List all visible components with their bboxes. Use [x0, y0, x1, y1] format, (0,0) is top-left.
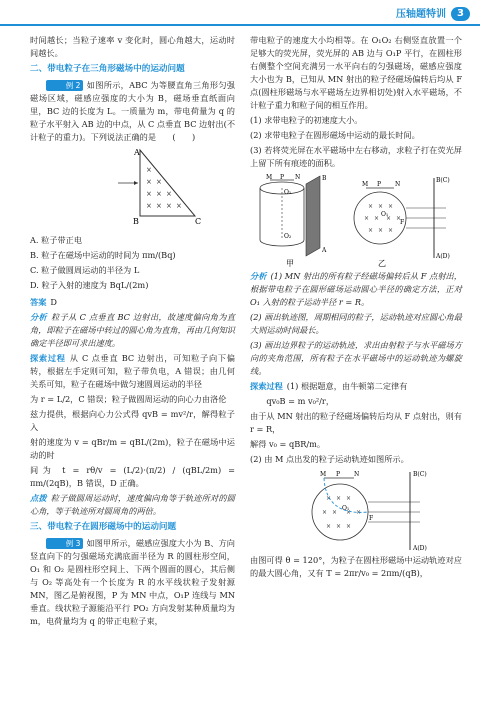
svg-text:×: × [166, 190, 172, 198]
example-3: 例 3 如图甲所示，磁感应强度大小为 B、方向竖直向下的匀强磁场充满底面半径为 R 的圆柱形空间，O₁ 和 O₂ 是圆柱形空间上、下两个圆面的圆心，其后侧与 O₂ 等高处有一个长度为 R 的水平线状粒子发射源 MN，图乙是俯视图，P 为 MN 中点，O₁P 连线与 MN 垂直。线状粒子源能沿平行 PO₂ 方向发射某种质量均为 m，电荷量均为 q 的带正电粒子束， [30, 538, 235, 626]
conclusion-text: 由图可得 θ = 120°，为粒子在圆柱形磁场中运动轨迹对应的最大圆心角，又有 T = 2πr/v₀ = 2πm/(qB)， [250, 555, 462, 578]
analysis-3-label: 分析 [250, 271, 267, 281]
explore-radius: 为 r = L/2，C 错误；粒子做圆周运动的向心力由洛伦 [30, 394, 227, 404]
svg-text:×: × [322, 509, 328, 516]
vertex-a-label: A [134, 148, 140, 157]
figure-jia-yi [250, 172, 462, 270]
svg-text:×: × [156, 190, 162, 198]
caption-jia: 甲 [286, 259, 294, 268]
svg-text:B: B [322, 175, 327, 182]
section-3-heading: 三、带电粒子在圆形磁场中的运动问题 [30, 522, 177, 532]
tip-label: 点拨 [30, 493, 47, 503]
svg-text:×: × [364, 215, 370, 222]
analysis: 分析 粒子从 C 点垂直 BC 边射出，故速度偏向角为直角，即粒子在磁场中转过的圆心角为直角，再由几何知识确定半径即可求出速度。 [30, 312, 235, 348]
svg-text:B(C): B(C) [436, 177, 450, 184]
svg-text:×: × [396, 215, 402, 222]
option-d: D. 粒子入射的速度为 BqL/(2m) [30, 280, 149, 290]
question-3: (3) 若将荧光屏在水平磁场中左右移动，求粒子打在荧光屏上留下所有痕迹的面积。 [250, 145, 462, 168]
header-rule [0, 24, 480, 26]
option-a: A. 粒子带正电 [30, 235, 83, 245]
svg-text:×: × [166, 202, 172, 210]
svg-text:×: × [156, 202, 162, 210]
explore-3: 探索过程 (1) 根据题意，由牛顿第二定律有 [250, 381, 408, 391]
svg-text:×: × [336, 495, 342, 502]
svg-text:×: × [368, 227, 374, 234]
cylinder-diagram [260, 174, 327, 268]
right-column [250, 34, 462, 582]
example-2 [30, 79, 235, 144]
svg-text:×: × [356, 509, 362, 516]
svg-text:F: F [369, 515, 374, 522]
svg-text:×: × [368, 203, 374, 210]
svg-text:A: A [322, 247, 327, 254]
example-3-tag: 例 3 [46, 538, 83, 549]
svg-text:N: N [295, 174, 301, 181]
explore-3-3: (2) 由 M 点出发的粒子运动轨迹如图所示。 [250, 454, 409, 464]
explore-3-label: 探索过程 [250, 381, 283, 391]
example-3-cont: 带电粒子的速度大小均相等。在 O₁O₂ 右侧竖直放置一个足够大的荧光屏，荧光屏的 AB 边与 O₁P 平行，在圆柱形右侧整个空间充满另一水平向右的匀强磁场，磁感应强度大小也为 B，已知从 MN 射出的粒子经磁场偏转后均从 F 点(圆柱形磁场与水平磁场左边界相切处)射入水平磁场，不计粒子重力和粒子间的相互作用。 [250, 35, 462, 110]
svg-text:N: N [395, 181, 401, 188]
analysis-3-2: (2) 画出轨迹图，周期相同的粒子，运动轨迹对应圆心角最大则运动时间最长。 [250, 312, 462, 335]
svg-text:×: × [386, 215, 392, 222]
example-2-text: 如图所示，ABC 为等腰直角三角形匀强磁场区域，磁感应强度的大小为 B，磁场垂直纸面向里，BC 边的长度为 L。一质量为 m，带电荷量为 q 的粒子水平射入 AB 边的中点，从 C 点垂直 BC 边射出(不计粒子的重力)。下列说法正确的是 ( ) [30, 80, 236, 142]
svg-text:×: × [336, 523, 342, 530]
question-1: (1) 求带电粒子的初速度大小。 [250, 115, 363, 125]
page-number: 3 [451, 7, 470, 21]
svg-text:P: P [336, 471, 341, 478]
analysis-3-3: (3) 画出边界粒子的运动轨迹，求出由射粒子与水平磁场方向的夹角范围，所有粒子在水平磁场中的运动轨迹为螺旋线。 [250, 340, 462, 376]
top-view-diagram [354, 177, 450, 268]
left-column [30, 34, 235, 630]
answer-value: D [50, 297, 57, 307]
svg-text:×: × [326, 495, 332, 502]
svg-text:M: M [266, 174, 273, 181]
vertex-b-label: B [133, 217, 139, 226]
vertex-c-label: C [195, 217, 202, 226]
page-header [396, 6, 470, 22]
explore-3-2: 由于从 MN 射出的粒子经磁场偏转后均从 F 点射出，则有 r = R， [250, 411, 462, 434]
explore-speed: 射的速度为 v = qBr/m = qBL/(2m)，粒子在磁场中运动的时 [30, 437, 235, 460]
svg-text:×: × [346, 523, 352, 530]
option-c: C. 粒子做圆周运动的半径为 L [30, 265, 140, 275]
explore-force: 兹力提供，根据向心力公式得 qvB = mv²/r，解得粒子入 [30, 409, 235, 432]
svg-text:×: × [146, 202, 152, 210]
svg-text:O₂: O₂ [284, 233, 292, 240]
caption-yi: 乙 [378, 259, 386, 268]
svg-text:A(D): A(D) [436, 253, 450, 260]
svg-text:O₁: O₁ [342, 505, 350, 512]
svg-text:×: × [378, 203, 384, 210]
field-crosses [146, 166, 182, 210]
svg-text:×: × [146, 166, 152, 174]
svg-text:×: × [378, 227, 384, 234]
svg-text:A(D): A(D) [413, 545, 427, 552]
tip: 点拨 粒子做圆周运动时，速度偏向角等于轨迹所对的圆心角，等于轨迹所对圆周角的两倍。 [30, 493, 235, 516]
equation-1: qv₀B = m v₀²/r， [266, 396, 335, 406]
svg-text:O₁: O₁ [284, 189, 292, 196]
svg-text:×: × [326, 523, 332, 530]
svg-text:×: × [156, 178, 162, 186]
svg-text:M: M [362, 181, 369, 188]
triangle-figure [30, 146, 235, 230]
svg-text:P: P [280, 174, 285, 181]
svg-text:M: M [320, 471, 327, 478]
svg-text:×: × [146, 190, 152, 198]
continued-text: 时间越长；当粒子速率 v 变化时，圆心角越大，运动时间越长。 [30, 35, 235, 58]
svg-text:×: × [346, 509, 352, 516]
question-2: (2) 求带电粒子在圆形磁场中运动的最长时间。 [250, 130, 420, 140]
svg-text:×: × [176, 202, 182, 210]
answer-label: 答案 [30, 297, 47, 307]
equation-2: 解得 v₀ = qBR/m。 [250, 439, 326, 449]
answer-line [30, 296, 235, 309]
svg-text:×: × [374, 215, 380, 222]
svg-text:×: × [332, 509, 338, 516]
analysis-label: 分析 [30, 312, 48, 322]
svg-text:P: P [377, 181, 382, 188]
trajectory-figure [250, 468, 462, 554]
explore-label: 探索过程 [30, 353, 66, 363]
example-2-tag: 例 2 [46, 80, 83, 91]
svg-text:B(C): B(C) [413, 471, 427, 478]
header-title: 压轴题特训 [396, 8, 447, 20]
section-2-heading: 二、带电粒子在三角形磁场中的运动问题 [30, 64, 185, 74]
svg-text:O₁: O₁ [381, 211, 389, 218]
svg-text:F: F [400, 219, 405, 226]
svg-text:×: × [146, 178, 152, 186]
explore: 探索过程 从 C 点垂直 BC 边射出，可知粒子向下偏转，根据左手定则可知，粒子带负电，A 错误；由几何关系可知，粒子在磁场中做匀速圆周运动的半径 [30, 353, 235, 389]
option-b: B. 粒子在磁场中运动的时间为 πm/(Bq) [30, 250, 176, 260]
svg-text:×: × [346, 495, 352, 502]
explore-time: 间为 t = rθ/v = (L/2)·(π/2) / (qBL/2m) = πm/(2qB)，B 错误，D 正确。 [30, 465, 235, 488]
analysis-3: 分析 (1) MN 射出的所有粒子经磁场偏转后从 F 点射出，根据带电粒子在圆形磁场运动圆心半径的确定方法，正对 O₁ 入射的粒子运动半径 r = R。 [250, 271, 462, 307]
svg-text:×: × [388, 203, 394, 210]
svg-text:×: × [388, 227, 394, 234]
svg-text:N: N [354, 471, 360, 478]
